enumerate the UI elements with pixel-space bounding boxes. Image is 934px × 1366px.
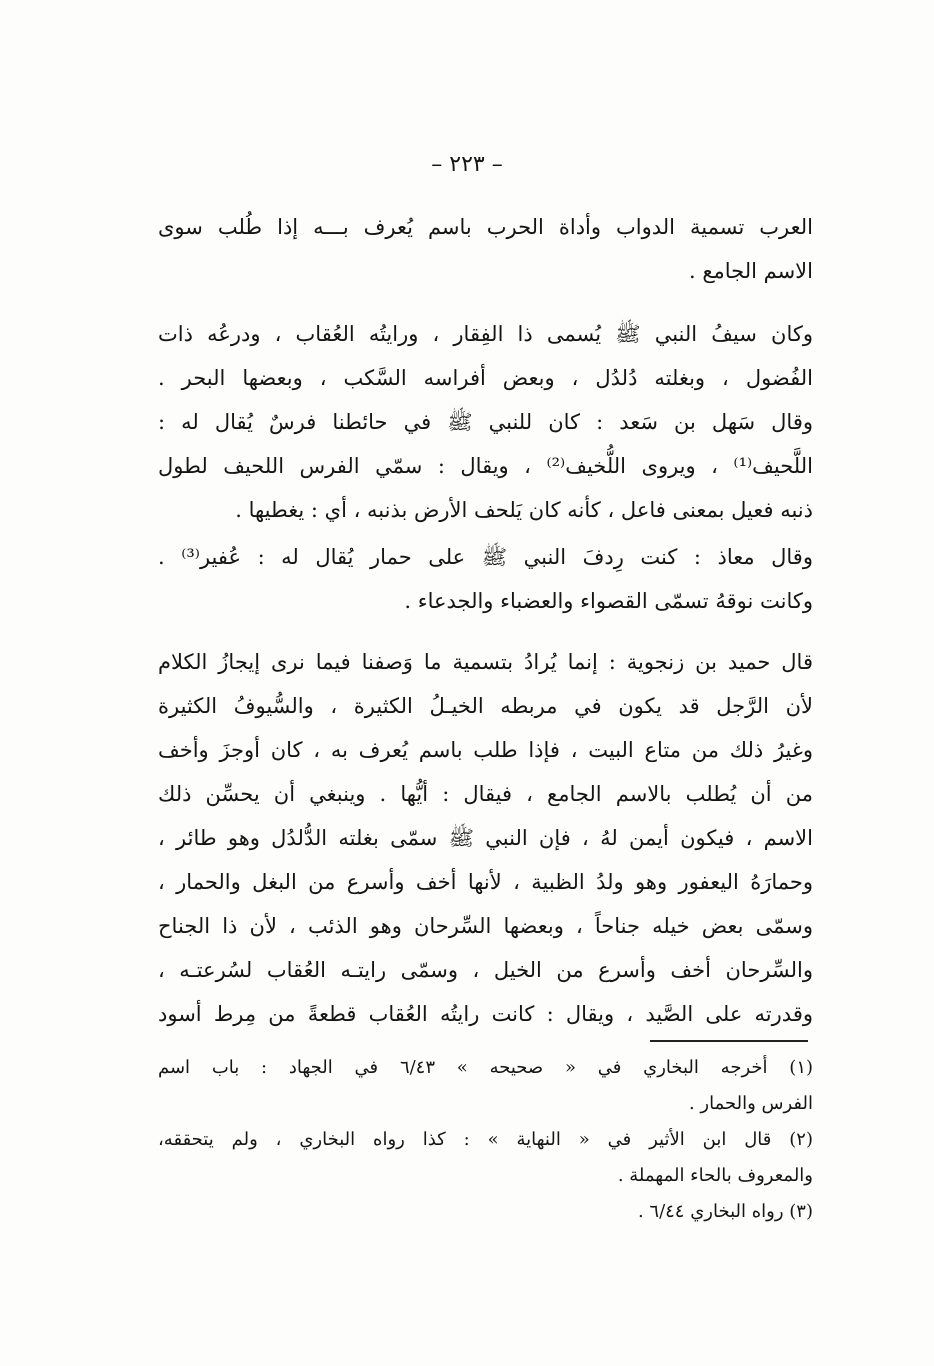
paragraph-naming-intro	[158, 205, 813, 293]
footnote-3-line: (٣) رواه البخاري ٦/٤٤ .	[637, 1201, 813, 1222]
footnote-1-line: الفرس والحمار .	[688, 1093, 813, 1114]
text-line: وكان سيفُ النبي ﷺ يُسمى ذا الفِقار ، ورايتُه العُقاب ، ودرعُه ذات	[158, 322, 813, 346]
text-line: وقال سَهل بن سَعد : كان للنبي ﷺ في حائطنا فرسٌ يُقال له :	[158, 410, 813, 434]
text-line: الاسم الجامع .	[688, 259, 813, 283]
text-line: وحمارَهُ اليعفور وهو ولدُ الظبية ، لأنها أخف وأسرع من البغل والحمار ،	[158, 870, 813, 894]
text-line: من أن يُطلب بالاسم الجامع ، فيقال : أيُّها . وينبغي أن يحسِّن ذلك	[158, 782, 813, 806]
text-line: قال حميد بن زنجوية : إنما يُرادُ بتسمية ما وَصفنا فيما نرى إيجازُ الكلام	[158, 650, 813, 674]
text-line: العرب تسمية الدواب وأداة الحرب باسم يُعرف بـــه إذا طُلب سوى	[158, 215, 813, 239]
paragraph-prophet-possessions	[158, 312, 813, 532]
text-line: وغيرُ ذلك من متاع البيت ، فإذا طلب باسم يُعرف به ، كان أوجزَ وأخف	[158, 738, 813, 762]
footnote-2-line: والمعروف بالحاء المهملة .	[617, 1165, 813, 1186]
paragraph-humaid-commentary	[158, 640, 813, 1036]
text-line: الفُضول ، وبغلته دُلدُل ، وبعض أفراسه السَّكب ، وبعضها البحر .	[158, 366, 813, 390]
text-line: وسمّى بعض خيله جناحاً ، وبعضها السِّرحان وهو الذئب ، لأن ذا الجناح	[158, 914, 813, 938]
paragraph-muadh-narration	[158, 535, 813, 623]
footnote-divider	[650, 1040, 808, 1042]
text-line: وكانت نوقهُ تسمّى القصواء والعضباء والجدعاء .	[404, 589, 813, 613]
text-line: وقدرته على الصَّيد ، ويقال : كانت رايتُه العُقاب قطعةً من مِرط أسود	[158, 1002, 813, 1026]
page-number: – ٢٢٣ –	[431, 152, 503, 177]
text-line: لأن الرَّجل قد يكون في مربطه الخيـلُ الكثيرة ، والسُّيوفُ الكثيرة	[158, 694, 813, 718]
text-line: اللَّحيف⁽¹⁾ ، ويروى اللُّخيف⁽²⁾ ، ويقال : سمّي الفرس اللحيف لطول	[158, 454, 813, 478]
footnote-2-line: (٢) قال ابن الأثير في « النهاية » : كذا رواه البخاري ، ولم يتحققه،	[158, 1129, 813, 1150]
text-line: الاسم ، فيكون أيمن لهُ ، فإن النبي ﷺ سمّى بغلته الدُّلدُل وهو طائر ،	[158, 826, 813, 850]
text-line: ذنبه فعيل بمعنى فاعل ، كأنه كان يَلحف الأرض بذنبه ، أي : يغطيها .	[235, 498, 813, 522]
footnotes	[158, 1050, 813, 1230]
footnote-1-line: (١) أخرجه البخاري في « صحيحه » ٦/٤٣ في الجهاد : باب اسم	[158, 1057, 813, 1078]
text-line: وقال معاذ : كنت رِدفَ النبي ﷺ على حمار يُقال له : عُفير⁽³⁾ .	[158, 545, 813, 569]
text-line: والسِّرحان أخف وأسرع من الخيل ، وسمّى رايتـه العُقاب لسُرعتـه ،	[158, 958, 813, 982]
